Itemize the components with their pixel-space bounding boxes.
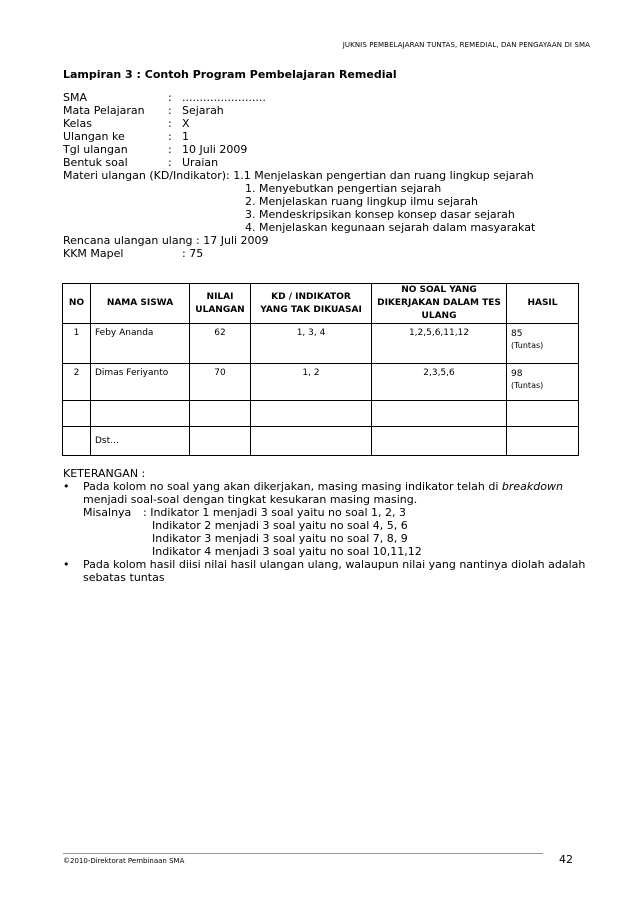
- cell-kd: 1, 2: [251, 364, 372, 401]
- field-kelas: [63, 117, 190, 130]
- page-number: 42: [559, 853, 573, 866]
- col-header-nilai: NILAI ULANGAN: [190, 284, 251, 324]
- indikator-item: 1. Menyebutkan pengertian sejarah: [245, 182, 442, 195]
- running-header: JUKNIS PEMBELAJARAN TUNTAS, REMEDIAL, DAN PENGAYAAN DI SMA: [342, 41, 590, 49]
- materi-kd: 1.1 Menjelaskan pengertian dan ruang lingkup sejarah: [233, 169, 534, 182]
- table-row: [63, 324, 579, 364]
- field-label: Tgl ulangan: [63, 143, 128, 156]
- cell-kd: [251, 401, 372, 427]
- field-ulangan-ke: [63, 130, 189, 143]
- cell-no: 2: [63, 364, 91, 401]
- bullet-1-line-2: menjadi soal-soal dengan tingkat kesukaran masing masing.: [83, 493, 418, 506]
- cell-nama: Feby Ananda: [91, 324, 190, 364]
- col-header-nama: NAMA SISWA: [91, 284, 190, 324]
- cell-soal: 2,3,5,6: [372, 364, 507, 401]
- misal-line-1: [83, 506, 406, 519]
- hasil-status: (Tuntas): [511, 381, 544, 390]
- breakdown-emphasis: breakdown: [501, 480, 563, 493]
- col-header-kd: KD / INDIKATOR YANG TAK DIKUASAI: [251, 284, 372, 324]
- indikator-item: 2. Menjelaskan ruang lingkup ilmu sejarah: [245, 195, 479, 208]
- hasil-value: 98: [511, 369, 523, 379]
- bullet-1-line-1: Pada kolom no soal yang akan dikerjakan, masing masing indikator telah di breakdown: [83, 480, 563, 493]
- kkm-value: 75: [189, 247, 204, 260]
- indikator-item: 4. Menjelaskan kegunaan sejarah dalam masyarakat: [245, 221, 536, 234]
- cell-nilai: [190, 401, 251, 427]
- field-label: Mata Pelajaran: [63, 104, 145, 117]
- materi-line: [63, 169, 534, 182]
- field-sep: :: [168, 117, 172, 130]
- bullet-1-marker: •: [63, 480, 70, 493]
- field-tgl-ulangan: [63, 143, 247, 156]
- cell-nama: Dimas Feriyanto: [91, 364, 190, 401]
- misal-line-3: Indikator 3 menjadi 3 soal yaitu no soal 7, 8, 9: [152, 532, 408, 545]
- field-sma: [63, 91, 266, 104]
- field-label: Ulangan ke: [63, 130, 125, 143]
- bullet-2-line-2: sebatas tuntas: [83, 571, 165, 584]
- keterangan-heading: KETERANGAN :: [63, 467, 146, 480]
- field-value: 10 Juli 2009: [182, 143, 248, 156]
- misal-line-4: Indikator 4 menjadi 3 soal yaitu no soal 10,11,12: [152, 545, 422, 558]
- cell-soal: [372, 427, 507, 456]
- cell-soal: [372, 401, 507, 427]
- field-sep: :: [168, 156, 172, 169]
- materi-label: Materi ulangan (KD/Indikator):: [63, 169, 230, 182]
- field-value: X: [182, 117, 190, 130]
- remedial-table: [62, 283, 579, 456]
- kkm-label: KKM Mapel: [63, 247, 124, 260]
- field-mata-pelajaran: [63, 104, 224, 117]
- col-header-soal: NO SOAL YANG DIKERJAKAN DALAM TES ULANG: [372, 284, 507, 324]
- bullet-2-line-1: Pada kolom hasil diisi nilai hasil ulangan ulang, walaupun nilai yang nantinya diolah adalah: [83, 558, 586, 571]
- misal-line-2: Indikator 2 menjadi 3 soal yaitu no soal 4, 5, 6: [152, 519, 408, 532]
- indikator-item: 3. Mendeskripsikan konsep konsep dasar sejarah: [245, 208, 515, 221]
- cell-hasil: [507, 427, 579, 456]
- cell-kd: [251, 427, 372, 456]
- cell-nama: [91, 401, 190, 427]
- cell-hasil: [507, 364, 579, 401]
- field-value: ........................: [182, 91, 266, 104]
- cell-hasil: [507, 324, 579, 364]
- cell-no: [63, 427, 91, 456]
- cell-no: 1: [63, 324, 91, 364]
- field-value: 1: [182, 130, 189, 143]
- table-header-row: [63, 284, 579, 324]
- field-sep: :: [168, 91, 172, 104]
- cell-nilai: 62: [190, 324, 251, 364]
- rencana-ulangan: Rencana ulangan ulang : 17 Juli 2009: [63, 234, 269, 247]
- footer-rule: [63, 853, 543, 854]
- field-sep: :: [168, 130, 172, 143]
- col-header-no: NO: [63, 284, 91, 324]
- footer-copyright: ©2010-Direktorat Pembinaan SMA: [63, 857, 185, 865]
- field-bentuk-soal: [63, 156, 218, 169]
- cell-hasil: [507, 401, 579, 427]
- field-label: SMA: [63, 91, 87, 104]
- document-title: Lampiran 3 : Contoh Program Pembelajaran Remedial: [63, 68, 397, 81]
- field-label: Bentuk soal: [63, 156, 128, 169]
- field-value: Sejarah: [182, 104, 224, 117]
- field-label: Kelas: [63, 117, 92, 130]
- cell-nilai: 70: [190, 364, 251, 401]
- cell-kd: 1, 3, 4: [251, 324, 372, 364]
- misal-label: Misalnya: [83, 506, 132, 519]
- hasil-value: 85: [511, 329, 523, 339]
- hasil-status: (Tuntas): [511, 341, 544, 350]
- col-header-hasil: HASIL: [507, 284, 579, 324]
- field-sep: :: [168, 104, 172, 117]
- kkm-mapel: [63, 247, 203, 260]
- table-row: [63, 427, 579, 456]
- kkm-sep: :: [182, 247, 186, 260]
- field-value: Uraian: [182, 156, 219, 169]
- cell-soal: 1,2,5,6,11,12: [372, 324, 507, 364]
- field-sep: :: [168, 143, 172, 156]
- table-row: [63, 401, 579, 427]
- bullet-2-marker: •: [63, 558, 70, 571]
- cell-no: [63, 401, 91, 427]
- cell-nama: Dst…: [91, 427, 190, 456]
- cell-nilai: [190, 427, 251, 456]
- misal-text: : Indikator 1 menjadi 3 soal yaitu no soal 1, 2, 3: [143, 506, 406, 519]
- table-row: [63, 364, 579, 401]
